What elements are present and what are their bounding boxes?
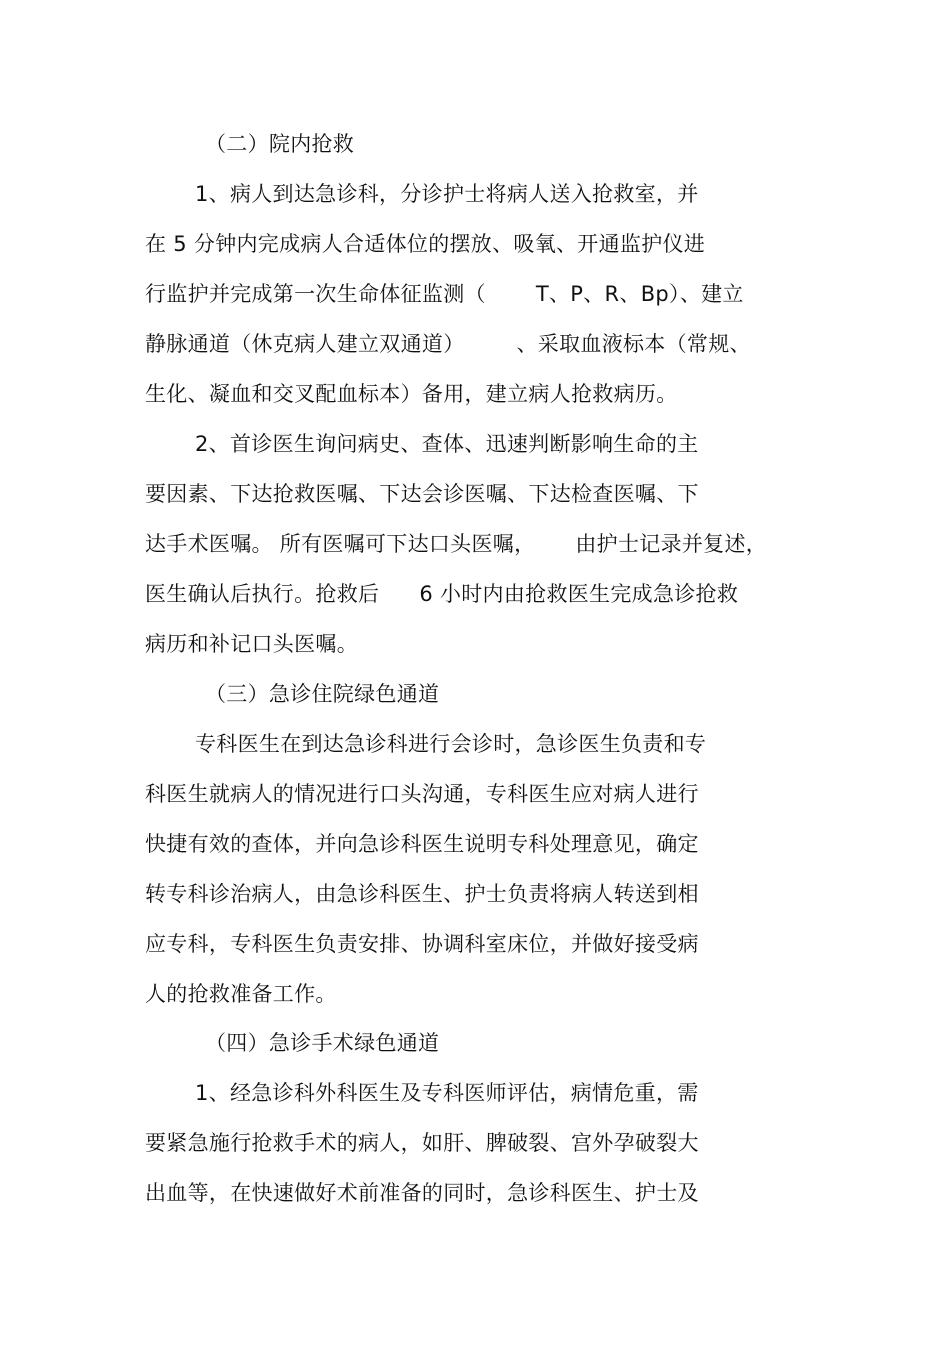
paragraph-line: 人的抢救准备工作。	[145, 982, 337, 1006]
paragraph-line: 转专科诊治病人，由急诊科医生、护士负责将病人转送到相	[145, 882, 699, 906]
section-heading-3: （三）急诊住院绿色通道	[205, 682, 440, 706]
section-heading-2: （二）院内抢救	[205, 132, 355, 156]
text-segment: 、采取血液标本（常规、	[516, 332, 751, 356]
section-heading-4: （四）急诊手术绿色通道	[205, 1031, 440, 1055]
paragraph-line: 要因素、下达抢救医嘱、下达会诊医嘱、下达检查医嘱、下	[145, 482, 699, 506]
text-segment: T、P、R、Bp）、建立	[535, 282, 744, 306]
text-segment: 达手术医嘱。 所有医嘱可下达口头医嘱，	[145, 532, 536, 556]
paragraph-line: 科医生就病人的情况进行口头沟通，专科医生应对病人进行	[145, 782, 699, 806]
paragraph-line	[145, 324, 751, 364]
text-segment: 医生确认后执行。抢救后	[145, 582, 380, 606]
text-segment: 静脉通道（休克病人建立双通道）	[145, 332, 465, 356]
paragraph-line: 生化、凝血和交叉配血标本）备用，建立病人抢救病历。	[145, 382, 678, 406]
paragraph-line: 快捷有效的查体，并向急诊科医生说明专科处理意见，确定	[145, 832, 699, 856]
paragraph-line: 专科医生在到达急诊科进行会诊时，急诊医生负责和专	[195, 732, 707, 756]
paragraph-line: 出血等，在快速做好术前准备的同时，急诊科医生、护士及	[145, 1181, 699, 1205]
text-segment: 行监护并完成第一次生命体征监测（	[145, 282, 486, 306]
paragraph-line: 病历和补记口头医嘱。	[145, 632, 358, 656]
paragraph-line: 2、首诊医生询问病史、查体、迅速判断影响生命的主	[195, 432, 699, 456]
paragraph-line: 1、经急诊科外科医生及专科医师评估，病情危重，需	[195, 1081, 699, 1105]
text-segment: 6 小时内由抢救医生完成急诊抢救	[419, 582, 739, 606]
paragraph-line: 在 5 分钟内完成病人合适体位的摆放、吸氧、开通监护仪进	[145, 232, 706, 256]
paragraph-line	[145, 574, 738, 614]
paragraph-line: 应专科，专科医生负责安排、协调科室床位，并做好接受病	[145, 932, 699, 956]
paragraph-line: 要紧急施行抢救手术的病人，如肝、脾破裂、宫外孕破裂大	[145, 1131, 699, 1155]
paragraph-line: 1、病人到达急诊科，分诊护士将病人送入抢救室，并	[195, 182, 699, 206]
paragraph-line	[145, 524, 767, 564]
text-segment: 由护士记录并复述，	[575, 532, 768, 556]
paragraph-line	[145, 274, 744, 314]
